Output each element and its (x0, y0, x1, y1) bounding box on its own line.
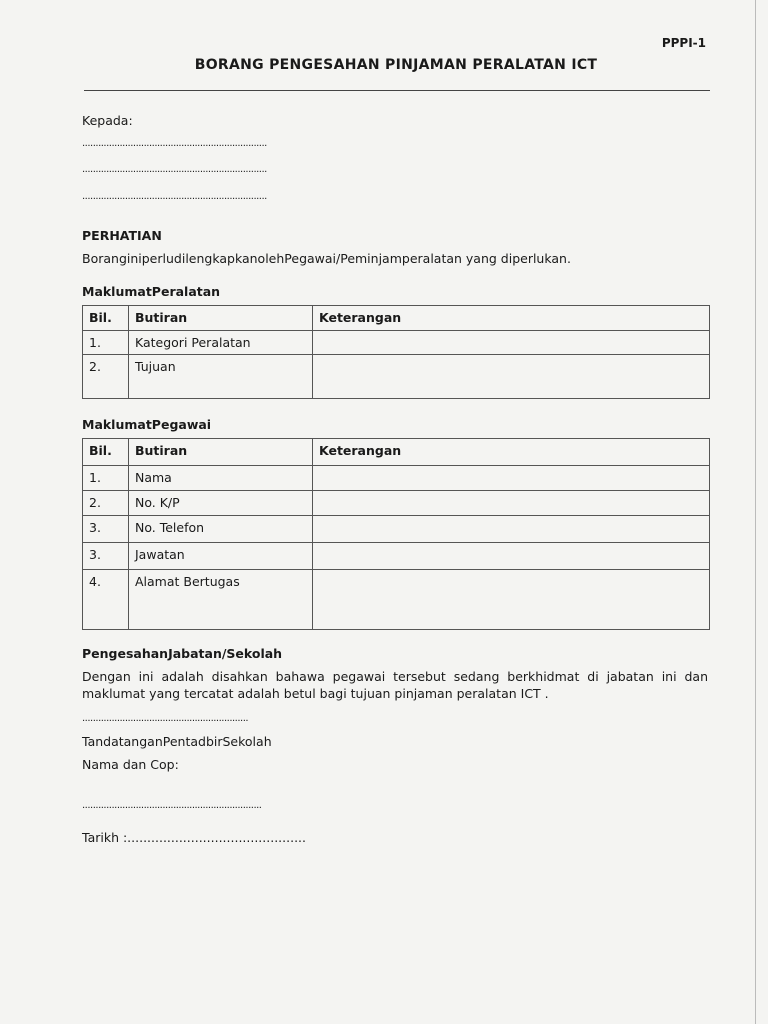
row-number: 3. (83, 543, 129, 570)
row-value-field[interactable] (313, 491, 710, 516)
equipment-heading: MaklumatPeralatan (82, 284, 221, 299)
row-number: 1. (83, 331, 129, 355)
row-value-field[interactable] (313, 516, 710, 543)
table-header-row (83, 306, 710, 331)
row-value-field[interactable] (313, 466, 710, 491)
table-row (83, 516, 710, 543)
signature-label: TandatanganPentadbirSekolah (82, 734, 272, 749)
row-value-field[interactable] (313, 543, 710, 570)
row-value-field[interactable] (313, 570, 710, 630)
recipient-label: Kepada: (82, 113, 133, 128)
row-value-field[interactable] (313, 355, 710, 399)
form-title: BORANG PENGESAHAN PINJAMAN PERALATAN ICT (194, 57, 598, 73)
row-item: Jawatan (129, 543, 313, 570)
row-value-field[interactable] (313, 331, 710, 355)
column-header-butiran: Butiran (129, 306, 313, 331)
row-number: 2. (83, 355, 129, 399)
form-code: PPPI-1 (661, 36, 706, 50)
recipient-line-1[interactable]: ..................................................................... (82, 138, 267, 149)
row-number: 2. (83, 491, 129, 516)
column-header-butiran: Butiran (129, 439, 313, 466)
recipient-line-3[interactable]: ..................................................................... (82, 191, 267, 202)
row-item: Nama (129, 466, 313, 491)
row-item: Kategori Peralatan (129, 331, 313, 355)
table-header-row (83, 439, 710, 466)
date-field[interactable]: Tarikh :............................................. (82, 830, 306, 845)
row-number: 4. (83, 570, 129, 630)
row-number: 1. (83, 466, 129, 491)
table-row (83, 466, 710, 491)
table-row (83, 491, 710, 516)
row-item: Alamat Bertugas (129, 570, 313, 630)
row-item: No. Telefon (129, 516, 313, 543)
column-header-keterangan: Keterangan (313, 306, 710, 331)
column-header-keterangan: Keterangan (313, 439, 710, 466)
name-stamp-label: Nama dan Cop: (82, 757, 179, 772)
table-row (83, 570, 710, 630)
column-header-bil: Bil. (83, 439, 129, 466)
equipment-table (82, 305, 710, 399)
row-number: 3. (83, 516, 129, 543)
recipient-line-2[interactable]: ..................................................................... (82, 164, 267, 175)
notice-heading: PERHATIAN (82, 228, 162, 243)
signature-line[interactable]: .............................................................. (82, 713, 249, 724)
notice-text: BoranginiperludilengkapkanolehPegawai/Peminjamperalatan yang diperlukan. (82, 251, 571, 266)
certification-heading: PengesahanJabatan/Sekolah (82, 646, 283, 661)
page-edge-shadow (755, 0, 756, 1024)
table-row (83, 355, 710, 399)
table-row (83, 543, 710, 570)
certification-text: Dengan ini adalah disahkan bahawa pegawai tersebut sedang berkhidmat di jabatan ini dan maklumat yang tercatat adalah betul bagi tujuan pinjaman peralatan ICT . (82, 669, 708, 701)
name-stamp-line[interactable]: ................................................................... (82, 800, 262, 811)
table-row (83, 331, 710, 355)
row-item: Tujuan (129, 355, 313, 399)
officer-heading: MaklumatPegawai (82, 417, 212, 432)
title-rule (84, 90, 710, 91)
row-item: No. K/P (129, 491, 313, 516)
column-header-bil: Bil. (83, 306, 129, 331)
officer-table (82, 438, 710, 630)
